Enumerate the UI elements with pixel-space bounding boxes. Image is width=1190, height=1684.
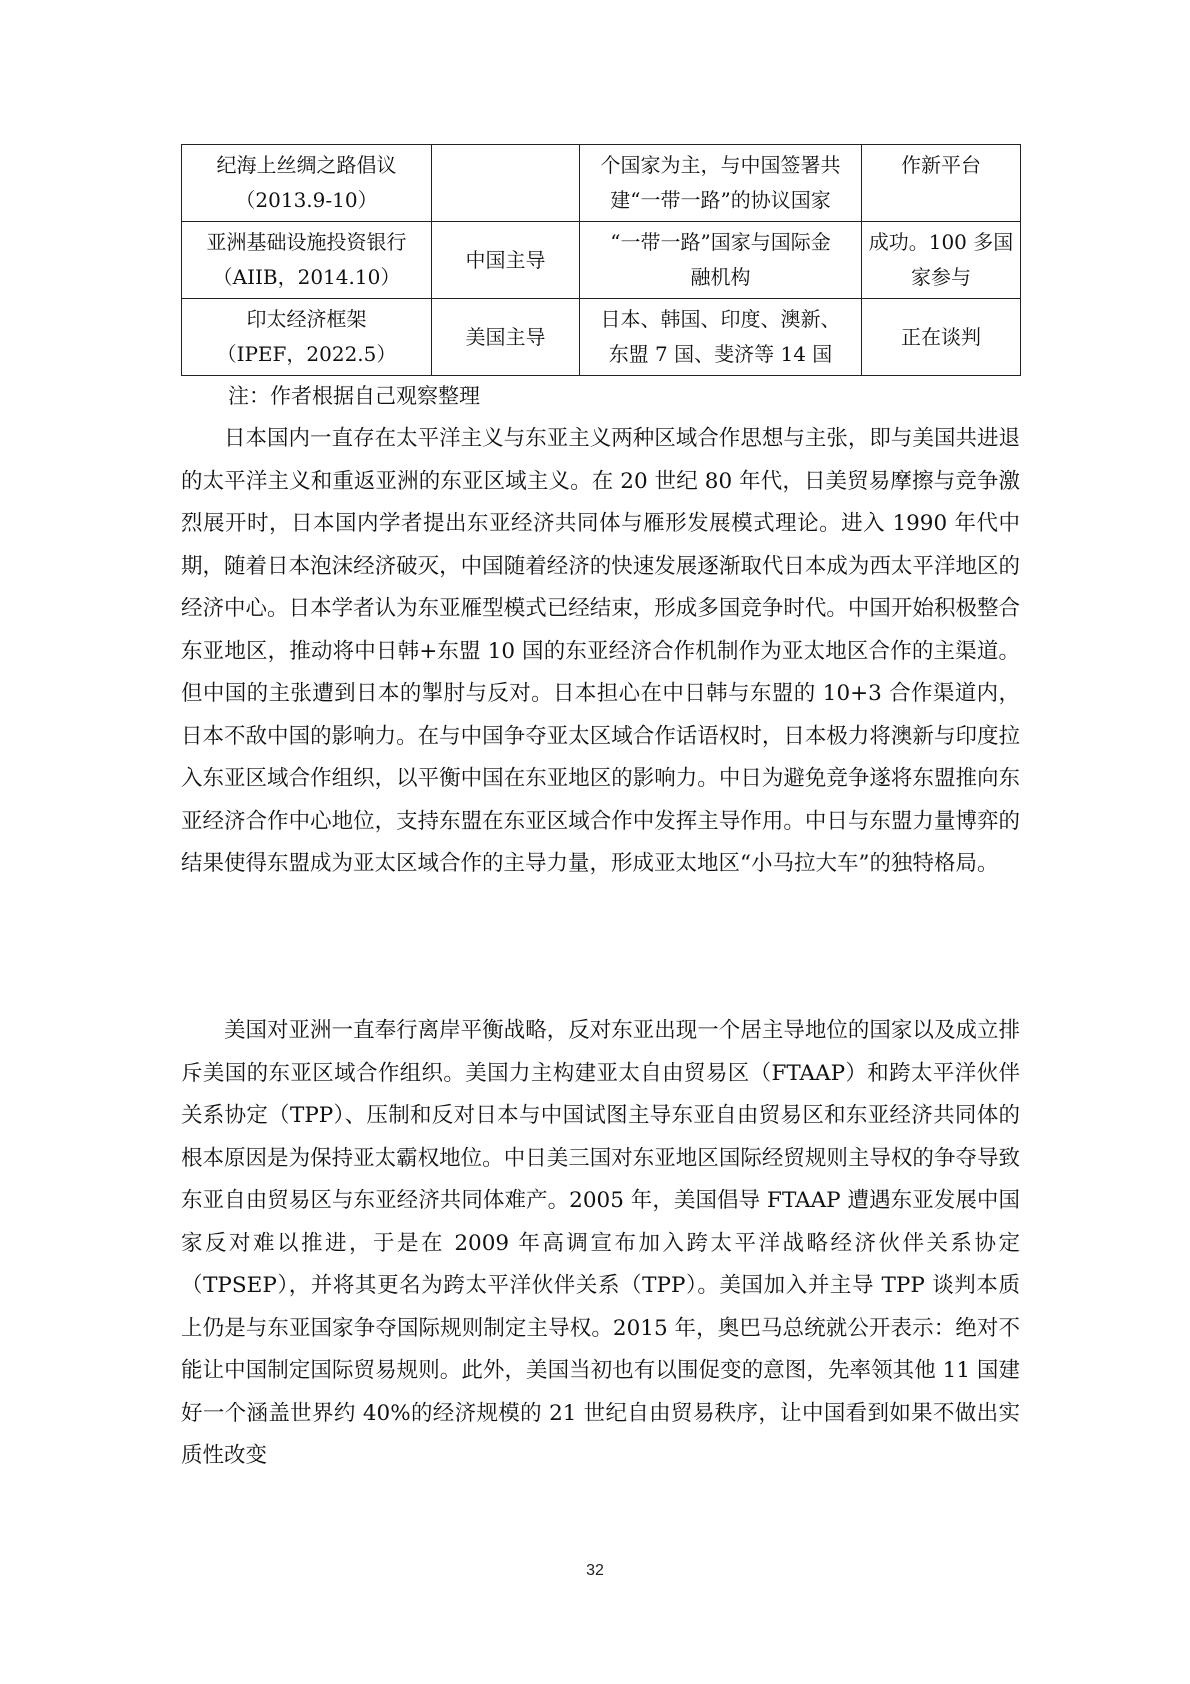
table-row bbox=[182, 145, 1021, 222]
mechanism-name-cell: 亚洲基础设施投资银行 （AIIB，2014.10） bbox=[182, 222, 432, 299]
table-row bbox=[182, 222, 1021, 299]
leader-cell: 美国主导 bbox=[432, 299, 580, 376]
mechanism-name-cell: 纪海上丝绸之路倡议 （2013.9-10） bbox=[182, 145, 432, 222]
table-note: 注：作者根据自己观察整理 bbox=[228, 384, 480, 408]
leader-cell: 中国主导 bbox=[432, 222, 580, 299]
body-paragraph: 美国对亚洲一直奉行离岸平衡战略，反对东亚出现一个居主导地位的国家以及成立排斥美国的东亚区域合作组织。美国力主构建亚太自由贸易区（FTAAP）和跨太平洋伙伴关系协定（TPP）、压制和反对日本与中国试图主导东亚自由贸易区和东亚经济共同体的根本原因是为保持亚太霸权地位。中日美三国对东亚地区国际经贸规则主导权的争夺导致东亚自由贸易区与东亚经济共同体难产。2005 年，美国倡导 FTAAP 遭遇东亚发展中国家反对难以推进，于是在 2009 年高调宣布加入跨太平洋战略经济伙伴关系协定（TPSEP），并将其更名为跨太平洋伙伴关系（TPP）。美国加入并主导 TPP 谈判本质上仍是与东亚国家争夺国际规则制定主导权。2015 年，奥巴马总统就公开表示：绝对不能让中国制定国际贸易规则。此外，美国当初也有以围促变的意图，先率领其他 11 国建好一个涵盖世界约 40%的经济规模的 21 世纪自由贸易秩序，让中国看到如果不做出实质性改变 bbox=[181, 1018, 1020, 1468]
body-paragraph: 日本国内一直存在太平洋主义与东亚主义两种区域合作思想与主张，即与美国共进退的太平洋主义和重返亚洲的东亚区域主义。在 20 世纪 80 年代，日美贸易摩擦与竞争激烈展开时，日本国内学者提出东亚经济共同体与雁形发展模式理论。进入 1990 年代中期，随着日本泡沫经济破灭，中国随着经济的快速发展逐渐取代日本成为西太平洋地区的经济中心。日本学者认为东亚雁型模式已经结束，形成多国竞争时代。中国开始积极整合东亚地区，推动将中日韩+东盟 10 国的东亚经济合作机制作为亚太地区合作的主渠道。但中国的主张遭到日本的掣肘与反对。日本担心在中日韩与东盟的 10+3 合作渠道内，日本不敌中国的影响力。在与中国争夺亚太区域合作话语权时，日本极力将澳新与印度拉入东亚区域合作组织，以平衡中国在东亚地区的影响力。中日为避免竞争遂将东盟推向东亚经济合作中心地位，支持东盟在东亚区域合作中发挥主导作用。中日与东盟力量博弈的结果使得东盟成为亚太区域合作的主导力量，形成亚太地区“小马拉大车”的独特格局。 bbox=[181, 426, 1020, 876]
status-cell: 正在谈判 bbox=[862, 299, 1021, 376]
mechanism-name-cell: 印太经济框架 （IPEF，2022.5） bbox=[182, 299, 432, 376]
leader-cell bbox=[432, 145, 580, 222]
status-cell: 成功。100 多国 家参与 bbox=[862, 222, 1021, 299]
page-number: 32 bbox=[586, 1562, 604, 1579]
members-cell: 日本、韩国、印度、澳新、 东盟 7 国、斐济等 14 国 bbox=[580, 299, 862, 376]
table-row bbox=[182, 299, 1021, 376]
cooperation-mechanism-table bbox=[181, 144, 1021, 376]
members-cell: “一带一路”国家与国际金 融机构 bbox=[580, 222, 862, 299]
status-cell: 作新平台 bbox=[862, 145, 1021, 222]
members-cell: 个国家为主，与中国签署共 建“一带一路”的协议国家 bbox=[580, 145, 862, 222]
